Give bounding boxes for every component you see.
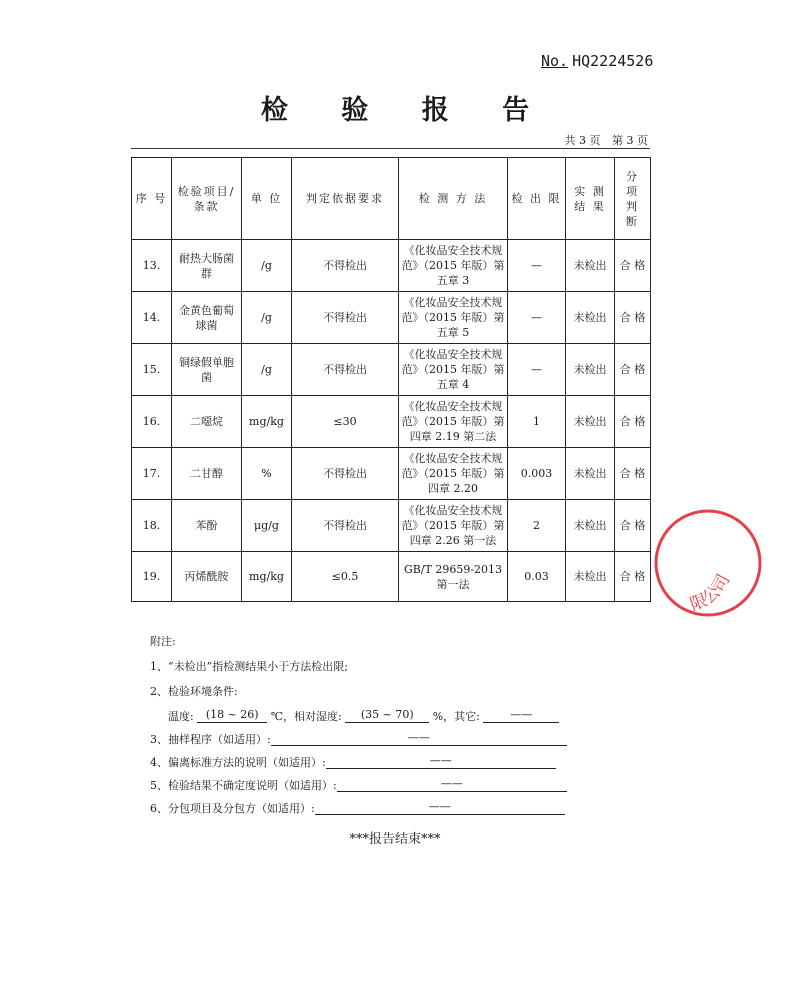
cell-unit: μg/g <box>242 500 292 552</box>
cell-item: 耐热大肠菌群 <box>172 240 242 292</box>
total-pages: 共 3 页 <box>564 134 601 147</box>
cell-requirement: 不得检出 <box>292 344 399 396</box>
table-row <box>132 500 651 552</box>
env-other-value: —— <box>483 709 559 723</box>
cell-judgement: 合 格 <box>615 240 651 292</box>
cell-item: 铜绿假单胞菌 <box>172 344 242 396</box>
note-6 <box>150 801 565 815</box>
note-5 <box>150 778 567 792</box>
col-header-unit: 单 位 <box>242 158 292 240</box>
header-rule <box>131 148 650 149</box>
cell-method: 《化妆品安全技术规范》（2015 年版）第四章 2.19 第二法 <box>399 396 508 448</box>
cell-no: 13. <box>132 240 172 292</box>
report-number-prefix: No. <box>541 52 569 70</box>
cell-no: 14. <box>132 292 172 344</box>
note-1: 1、“未检出”指检测结果小于方法检出限; <box>150 660 348 673</box>
note-6-label: 6、分包项目及分包方（如适用）: <box>150 802 315 815</box>
cell-method: 《化妆品安全技术规范》（2015 年版）第四章 2.26 第一法 <box>399 500 508 552</box>
cell-judgement: 合 格 <box>615 396 651 448</box>
table-row <box>132 448 651 500</box>
cell-requirement: 不得检出 <box>292 292 399 344</box>
cell-judgement: 合 格 <box>615 500 651 552</box>
cell-no: 16. <box>132 396 172 448</box>
note-3-value: —— <box>271 732 567 746</box>
report-end-mark: ***报告结束*** <box>349 832 441 847</box>
seal-text <box>687 571 734 615</box>
cell-result: 未检出 <box>566 240 615 292</box>
table-row <box>132 552 651 602</box>
env-temp-label: 温度: <box>168 710 194 723</box>
company-seal-stamp <box>630 495 760 625</box>
env-humidity-unit: %，其它: <box>432 710 480 723</box>
cell-result: 未检出 <box>566 396 615 448</box>
col-header-no: 序 号 <box>132 158 172 240</box>
table-row <box>132 240 651 292</box>
cell-no: 15. <box>132 344 172 396</box>
note-4-value: —— <box>326 755 556 769</box>
cell-requirement: ≤30 <box>292 396 399 448</box>
col-header-judgement: 分 项 判 断 <box>615 158 651 240</box>
current-page: 第 3 页 <box>612 134 648 147</box>
cell-requirement: 不得检出 <box>292 240 399 292</box>
table-row <box>132 344 651 396</box>
cell-unit: /g <box>242 292 292 344</box>
cell-limit: 0.03 <box>508 552 566 602</box>
cell-method: 《化妆品安全技术规范》（2015 年版）第五章 5 <box>399 292 508 344</box>
cell-limit: — <box>508 344 566 396</box>
env-temp-unit: ℃，相对湿度: <box>270 710 342 723</box>
cell-unit: /g <box>242 240 292 292</box>
page-title: 检 验 报 告 <box>260 95 552 126</box>
note-4 <box>150 755 556 769</box>
cell-limit: 0.003 <box>508 448 566 500</box>
cell-judgement: 合 格 <box>615 292 651 344</box>
cell-item: 二甘醇 <box>172 448 242 500</box>
note-3-label: 3、抽样程序（如适用）: <box>150 733 271 746</box>
cell-result: 未检出 <box>566 552 615 602</box>
report-number <box>541 52 653 70</box>
note-4-label: 4、偏离标准方法的说明（如适用）: <box>150 756 326 769</box>
env-temp-value: (18 ~ 26) <box>197 709 267 723</box>
cell-method: 《化妆品安全技术规范》（2015 年版）第五章 3 <box>399 240 508 292</box>
table-row <box>132 396 651 448</box>
cell-unit: mg/kg <box>242 552 292 602</box>
cell-requirement: 不得检出 <box>292 500 399 552</box>
cell-judgement: 合 格 <box>615 552 651 602</box>
seal-text-path: 限公司 <box>687 571 735 616</box>
cell-item: 二噁烷 <box>172 396 242 448</box>
env-humidity-value: (35 ~ 70) <box>345 709 429 723</box>
note-2: 2、检验环境条件: <box>150 685 238 698</box>
col-header-method: 检 测 方 法 <box>399 158 508 240</box>
cell-method: 《化妆品安全技术规范》（2015 年版）第四章 2.20 <box>399 448 508 500</box>
report-number-value: HQ2224526 <box>572 52 654 70</box>
cell-limit: — <box>508 292 566 344</box>
col-header-requirement: 判定依据要求 <box>292 158 399 240</box>
cell-limit: 1 <box>508 396 566 448</box>
cell-result: 未检出 <box>566 344 615 396</box>
cell-requirement: ≤0.5 <box>292 552 399 602</box>
cell-no: 17. <box>132 448 172 500</box>
cell-judgement: 合 格 <box>615 344 651 396</box>
note-3 <box>150 732 567 746</box>
cell-judgement: 合 格 <box>615 448 651 500</box>
table-header-row <box>132 158 651 240</box>
cell-no: 18. <box>132 500 172 552</box>
cell-requirement: 不得检出 <box>292 448 399 500</box>
col-header-limit: 检 出 限 <box>508 158 566 240</box>
col-header-item: 检验项目/条款 <box>172 158 242 240</box>
cell-unit: % <box>242 448 292 500</box>
cell-unit: /g <box>242 344 292 396</box>
cell-result: 未检出 <box>566 448 615 500</box>
cell-no: 19. <box>132 552 172 602</box>
cell-result: 未检出 <box>566 292 615 344</box>
cell-limit: — <box>508 240 566 292</box>
note-environment <box>168 709 559 723</box>
cell-result: 未检出 <box>566 500 615 552</box>
cell-method: GB/T 29659-2013 第一法 <box>399 552 508 602</box>
cell-item: 苯酚 <box>172 500 242 552</box>
cell-item: 金黄色葡萄球菌 <box>172 292 242 344</box>
note-5-value: —— <box>337 778 567 792</box>
note-6-value: —— <box>315 801 565 815</box>
cell-limit: 2 <box>508 500 566 552</box>
cell-method: 《化妆品安全技术规范》（2015 年版）第五章 4 <box>399 344 508 396</box>
cell-item: 丙烯酰胺 <box>172 552 242 602</box>
results-table <box>131 157 651 602</box>
notes-heading: 附注: <box>150 635 176 648</box>
col-header-result: 实 测 结 果 <box>566 158 615 240</box>
table-row <box>132 292 651 344</box>
page-info <box>557 132 649 148</box>
cell-unit: mg/kg <box>242 396 292 448</box>
note-5-label: 5、检验结果不确定度说明（如适用）: <box>150 779 337 792</box>
